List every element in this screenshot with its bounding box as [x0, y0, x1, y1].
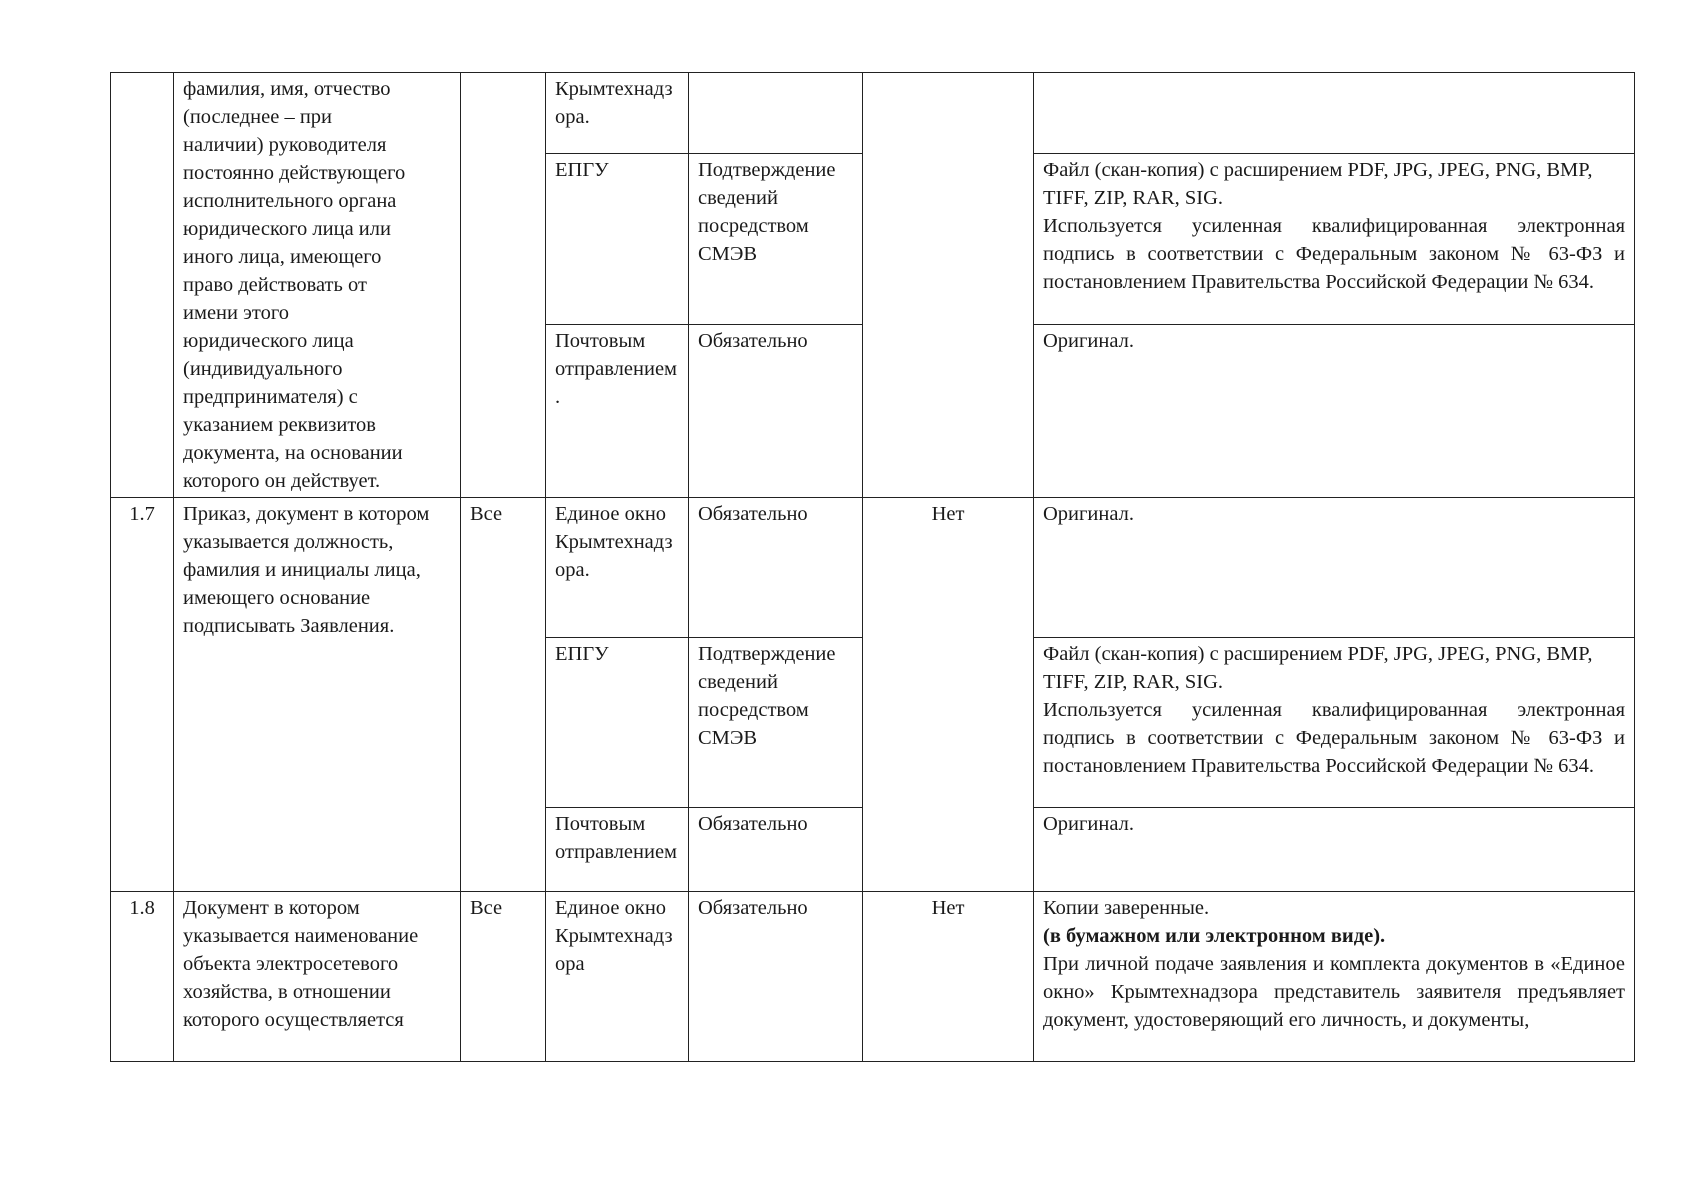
notes-cell	[1034, 892, 1635, 1062]
requirement-cell: Подтверждение сведений посредством СМЭВ	[689, 638, 863, 808]
note-line: Копии заверенные.	[1043, 897, 1210, 919]
table-row	[111, 498, 1635, 638]
description-line: которого он действует.	[183, 470, 381, 492]
note-line: Оригинал.	[1043, 329, 1135, 352]
description-line: (последнее – при	[183, 106, 333, 128]
note-line: Оригинал.	[1043, 813, 1135, 835]
note-line: Используется усиленная квалифицированная электронная подпись в соответствии с Федеральным законом № 63-ФЗ и постановлением Правительства Российской Федерации № 634.	[1043, 699, 1625, 777]
table-row	[111, 892, 1635, 1062]
note-line: При личной подаче заявления и комплекта документов в «Единое окно» Крымтехнадзора представитель заявителя предъявляет документ, удостоверяющий его личность, и документы,	[1043, 953, 1625, 1031]
submission-channel-cell: Единое окно Крымтехнадзора.	[546, 498, 689, 638]
document-description-cell: Документ в котором указывается наименование объекта электросетевого хозяйства, в отношении которого осуществляется	[174, 892, 461, 1062]
description-line: право действовать от	[183, 274, 367, 296]
submission-channel-cell: Почтовым отправлением	[546, 808, 689, 892]
table-row	[111, 73, 1635, 154]
description-line: исполнительного органа	[183, 190, 397, 212]
notes-cell	[1034, 73, 1635, 154]
description-line: иного лица, имеющего	[183, 246, 382, 268]
applicants-cell	[461, 73, 546, 498]
submission-channel-cell: Крымтехнадзора.	[546, 73, 689, 154]
requirement-cell: Подтверждение сведений посредством СМЭВ	[689, 153, 863, 324]
applicants-cell: Все	[461, 892, 546, 1062]
note-line: Файл (скан-копия) с расширением PDF, JPG, JPEG, PNG, BMP, TIFF, ZIP, RAR, SIG.	[1043, 643, 1593, 693]
description-line: предпринимателя) с	[183, 386, 358, 408]
submission-channel-cell: Почтовым отправлением.	[546, 324, 689, 497]
requirements-table	[110, 72, 1635, 1062]
note-line: (в бумажном или электронном виде).	[1043, 925, 1386, 947]
description-line: документа, на основании	[183, 442, 403, 464]
description-line: юридического лица	[183, 330, 354, 352]
document-description-cell	[174, 73, 461, 498]
description-line: (индивидуального	[183, 358, 343, 380]
requirement-cell: Обязательно	[689, 892, 863, 1062]
notes-cell	[1034, 638, 1635, 808]
notes-cell	[1034, 808, 1635, 892]
submission-channel-cell: ЕПГУ	[546, 638, 689, 808]
submission-channel-cell: ЕПГУ	[546, 153, 689, 324]
note-line: Файл (скан-копия) с расширением PDF, JPG, JPEG, PNG, BMP, TIFF, ZIP, RAR, SIG.	[1043, 158, 1593, 209]
description-line: наличии) руководителя	[183, 134, 387, 156]
document-description-cell: Приказ, документ в котором указывается должность, фамилия и инициалы лица, имеющего основание подписывать Заявления.	[174, 498, 461, 892]
row-number-cell	[111, 73, 174, 498]
alternative-cell	[863, 73, 1034, 498]
requirement-cell: Обязательно	[689, 324, 863, 497]
description-line: фамилия, имя, отчество	[183, 78, 391, 100]
note-line: Оригинал.	[1043, 503, 1135, 525]
applicants-cell: Все	[461, 498, 546, 892]
note-line: Используется усиленная квалифицированная электронная подпись в соответствии с Федеральным законом № 63-ФЗ и постановлением Правительства Российской Федерации № 634.	[1043, 214, 1625, 293]
description-line: юридического лица или	[183, 218, 391, 240]
description-line: указанием реквизитов	[183, 414, 376, 436]
alternative-cell: Нет	[863, 892, 1034, 1062]
row-number-cell: 1.8	[111, 892, 174, 1062]
description-line: постоянно действующего	[183, 162, 406, 184]
requirement-cell	[689, 73, 863, 154]
requirement-cell: Обязательно	[689, 498, 863, 638]
row-number-cell: 1.7	[111, 498, 174, 892]
submission-channel-cell: Единое окно Крымтехнадзора	[546, 892, 689, 1062]
alternative-cell: Нет	[863, 498, 1034, 892]
notes-cell	[1034, 153, 1635, 324]
notes-cell	[1034, 324, 1635, 497]
requirement-cell: Обязательно	[689, 808, 863, 892]
description-line: имени этого	[183, 302, 289, 324]
notes-cell	[1034, 498, 1635, 638]
